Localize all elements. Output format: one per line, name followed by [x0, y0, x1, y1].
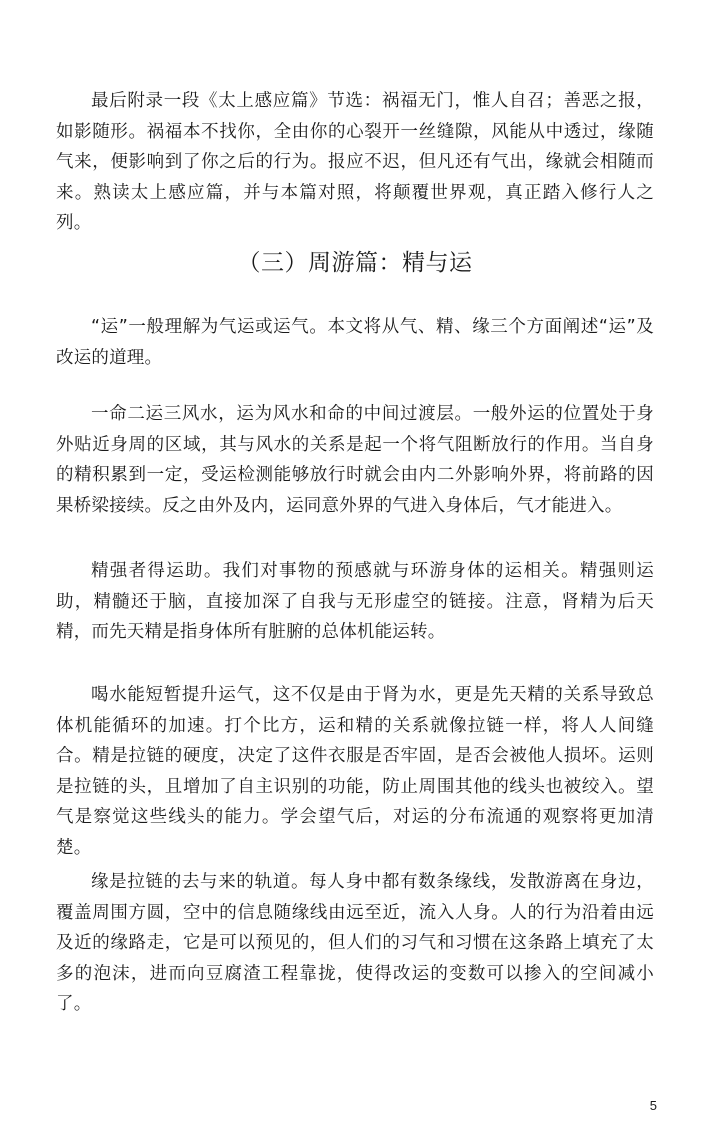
paragraph-water-zipper: 喝水能短暂提升运气，这不仅是由于肾为水，更是先天精的关系导致总体机能循环的加速。打个比方，运和精的关系就像拉链一样，将人人间缝合。精是拉链的硬度，决定了这件衣服是否牢固，是否会被他人损坏。运则是拉链的头，且增加了自主识别的功能，防止周围其他的线头也被绞入。望气是察觉这些线头的能力。学会望气后，对运的分布流通的观察将更加清楚。 [56, 685, 654, 858]
paragraph-fate-luck-fengshui: 一命二运三风水，运为风水和命的中间过渡层。一般外运的位置处于身外贴近身周的区域，其与风水的关系是起一个将气阻断放行的作用。当自身的精积累到一定，受运检测能够放行时就会由内二外影响外界，将前路的因果桥梁接续。反之由外及内，运同意外界的气进入身体后，气才能进入。 [56, 404, 654, 516]
paragraph-appendix: 最后附录一段《太上感应篇》节选：祸福无门，惟人自召；善恶之报，如影随形。祸福本不找你，全由你的心裂开一丝缝隙，风能从中透过，缘随气来，便影响到了你之后的行为。报应不迟，但凡还有气出，缘就会相随而来。熟读太上感应篇，并与本篇对照，将颠覆世界观，真正踏入修行人之列。 [56, 91, 654, 233]
paragraph-destiny-lines: 缘是拉链的去与来的轨道。每人身中都有数条缘线，发散游离在身边，覆盖周围方圆，空中的信息随缘线由远至近，流入人身。人的行为沿着由远及近的缘路走，它是可以预见的，但人们的习气和习惯在这条路上填充了太多的泡沫，进而向豆腐渣工程靠拢，使得改运的变数可以掺入的空间减小了。 [56, 872, 654, 1014]
section-heading: （三）周游篇：精与运 [237, 250, 473, 276]
paragraph-intro: “运”一般理解为气运或运气。本文将从气、精、缘三个方面阐述“运”及改运的道理。 [56, 317, 654, 368]
page-number: 5 [649, 1098, 657, 1113]
paragraph-essence-luck: 精强者得运助。我们对事物的预感就与环游身体的运相关。精强则运助，精髓还于脑，直接加深了自我与无形虚空的链接。注意，肾精为后天精，而先天精是指身体所有脏腑的总体机能运转。 [56, 561, 654, 642]
